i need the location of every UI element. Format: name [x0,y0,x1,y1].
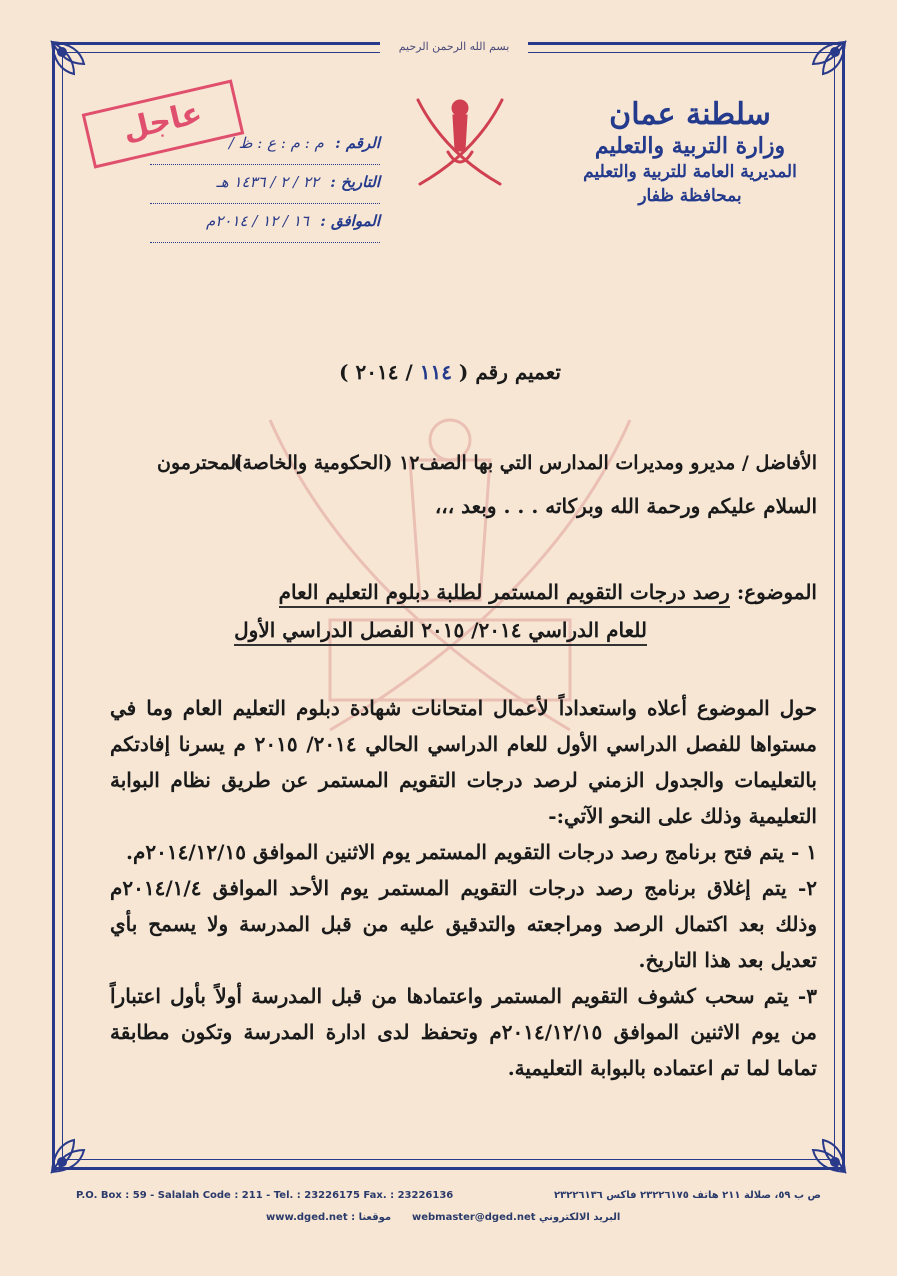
governorate-name: بمحافظة ظفار [638,186,742,206]
footer-contact-en: P.O. Box : 59 - Salalah Code : 211 - Tel. : 23226175 Fax. : 23226136 [76,1190,454,1201]
body-item-3: ٣- يتم سحب كشوف التقويم المستمر واعتمادها من قبل المدرسة أولاً بأول اعتباراً من يوم الاثنين الموافق ٢٠١٤/١٢/١٥م وتحفظ لدى ادارة المدرسة وتكون مطابقة تماما لما تم اعتماده بالبوابة التعليمية. [110,984,817,1080]
gregorian-date-value: ١٦ / ١٢ / ٢٠١٤م [206,212,309,230]
gregorian-date-row [150,206,380,243]
ref-number-label: الرقم : [335,134,380,152]
circular-suffix: / ٢٠١٤ ) [339,360,413,384]
body-item-2: ٢- يتم إغلاق برنامج رصد درجات التقويم المستمر يوم الأحد الموافق ٢٠١٤/١/٤م وذلك بعد اكتمال الرصد ومراجعته والتدقيق عليه من قبل المدرسة ولا يسمح بأي تعديل بعد هذا التاريخ. [110,876,817,972]
corner-ornament-icon [44,1110,114,1180]
oman-emblem-icon [404,92,516,192]
addressee-honorific: المحترمون [157,452,242,474]
corner-ornament-icon [44,34,114,104]
letter-footer [76,1190,821,1230]
corner-ornament-icon [783,34,853,104]
footer-website: www.dged.net [266,1212,348,1223]
greeting: السلام عليكم ورحمة الله وبركاته . . . وبعد ،،، [434,494,817,518]
subject-text-2: للعام الدراسي ٢٠١٤/ ٢٠١٥ الفصل الدراسي الأول [234,618,647,646]
footer-email-label: البريد الالكتروني [539,1212,621,1223]
body-item-1: ١ - يتم فتح برنامج رصد درجات التقويم المستمر يوم الاثنين الموافق ٢٠١٤/١٢/١٥م. [126,840,817,864]
basmala: بسم الله الرحمن الرحيم [380,40,528,53]
subject-text-1: رصد درجات التقويم المستمر لطلبة دبلوم التعليم العام [279,580,730,608]
directorate-name: المديرية العامة للتربية والتعليم [583,162,797,182]
ministry-name: وزارة التربية والتعليم [594,133,786,159]
subject-line-2 [157,618,817,642]
footer-website-label: : موقعنا [351,1212,392,1223]
ref-number-row [150,128,380,165]
corner-ornament-icon [783,1110,853,1180]
hijri-date-label: التاريخ : [330,173,380,191]
footer-contact-ar: ص ب ٥٩، صلالة ٢١١ هاتف ٢٣٢٢٦١٧٥ فاكس ٢٣٢٢٦١٣٦ [553,1190,821,1201]
body-intro: حول الموضوع أعلاه واستعداداً لأعمال امتحانات شهادة دبلوم التعليم العام وما في مستواها للفصل الدراسي الأول للعام الدراسي الحالي ٢٠١٤/ ٢٠١٥ م يسرنا إفادتكم بالتعليمات والجدول الزمني لرصد درجات التقويم المستمر عن طريق نظام البوابة التعليمية وذلك على النحو الآتي:- [110,696,818,828]
addressee-main: الأفاضل / مديرو ومديرات المدارس التي بها الصف١٢ (الحكومية والخاصة) [233,452,817,474]
gregorian-date-label: الموافق : [320,212,380,230]
addressee-line [157,452,817,474]
subject-line-1 [157,580,817,604]
circular-title [330,360,570,384]
ministry-header [565,98,815,208]
circular-number: ١١٤ [419,360,452,384]
reference-block [150,128,380,245]
hijri-date-row [150,167,380,204]
letter-body [110,690,817,1086]
urgent-stamp: عاجل [82,79,245,168]
ref-number-value: م : م : ع : ظ / [228,134,324,152]
subject-label: الموضوع: [736,580,817,604]
circular-prefix: تعميم رقم ( [458,360,561,384]
footer-email: webmaster@dged.net [411,1212,536,1223]
ministry-country: سلطنة عمان [609,97,771,132]
hijri-date-value: ٢٢ / ٢ / ١٤٣٦ هـ [216,173,320,191]
